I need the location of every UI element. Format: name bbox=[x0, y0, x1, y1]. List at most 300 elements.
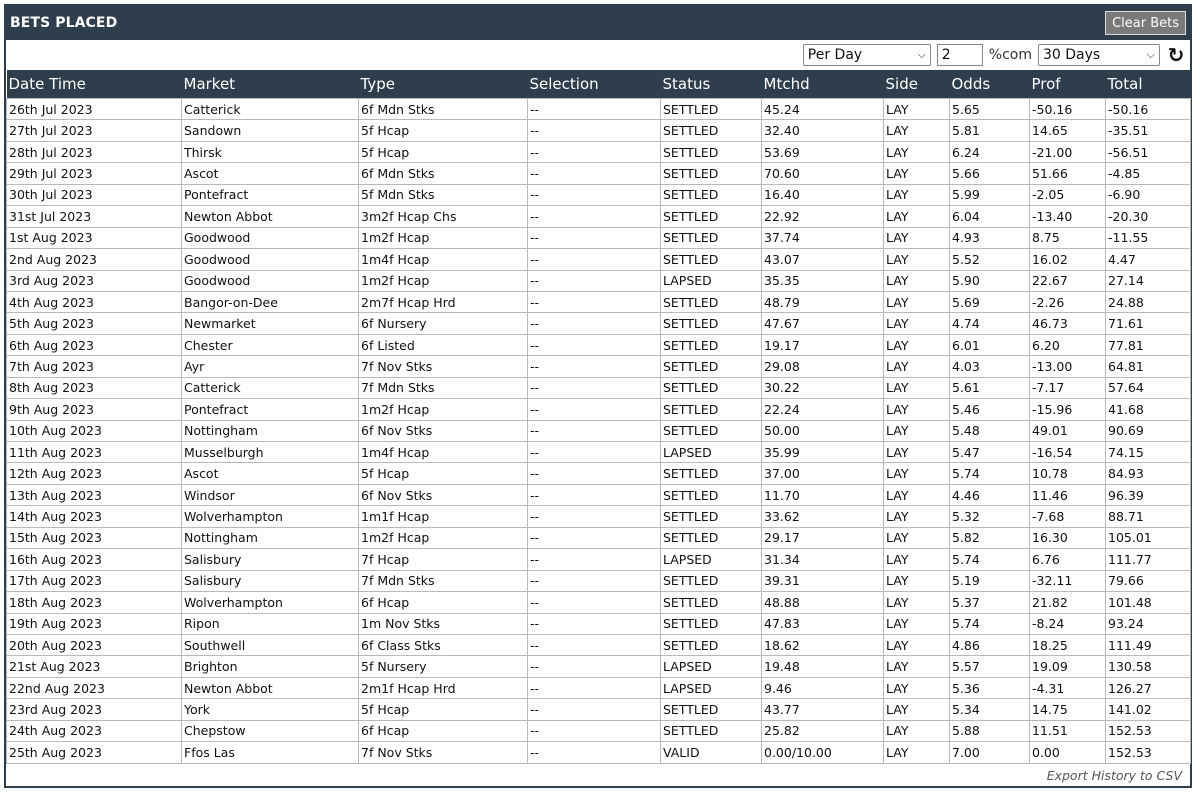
cell-mtchd: 48.79 bbox=[762, 291, 884, 312]
cell-prof: 11.51 bbox=[1030, 720, 1106, 741]
cell-total: 27.14 bbox=[1106, 270, 1191, 291]
cell-market: Catterick bbox=[182, 377, 359, 398]
cell-type: 3m2f Hcap Chs bbox=[359, 206, 528, 227]
cell-prof: -4.31 bbox=[1030, 677, 1106, 698]
cell-status: SETTLED bbox=[661, 484, 762, 505]
cell-date-time: 29th Jul 2023 bbox=[7, 163, 182, 184]
cell-status: SETTLED bbox=[661, 463, 762, 484]
cell-selection: -- bbox=[528, 377, 661, 398]
cell-status: SETTLED bbox=[661, 291, 762, 312]
cell-side: LAY bbox=[884, 227, 950, 248]
cell-prof: 6.76 bbox=[1030, 549, 1106, 570]
cell-status: SETTLED bbox=[661, 592, 762, 613]
commission-input[interactable] bbox=[937, 44, 983, 66]
range-select[interactable] bbox=[1038, 44, 1160, 66]
cell-date-time: 7th Aug 2023 bbox=[7, 356, 182, 377]
cell-odds: 5.37 bbox=[950, 592, 1030, 613]
cell-side: LAY bbox=[884, 442, 950, 463]
cell-date-time: 26th Jul 2023 bbox=[7, 99, 182, 120]
clear-bets-button[interactable]: Clear Bets bbox=[1105, 11, 1186, 35]
table-row bbox=[7, 549, 1191, 570]
cell-date-time: 6th Aug 2023 bbox=[7, 334, 182, 355]
cell-date-time: 14th Aug 2023 bbox=[7, 506, 182, 527]
cell-selection: -- bbox=[528, 592, 661, 613]
cell-date-time: 8th Aug 2023 bbox=[7, 377, 182, 398]
cell-mtchd: 19.17 bbox=[762, 334, 884, 355]
cell-type: 1m4f Hcap bbox=[359, 442, 528, 463]
cell-side: LAY bbox=[884, 742, 950, 763]
cell-type: 5f Mdn Stks bbox=[359, 184, 528, 205]
cell-mtchd: 43.07 bbox=[762, 249, 884, 270]
cell-selection: -- bbox=[528, 720, 661, 741]
cell-total: 24.88 bbox=[1106, 291, 1191, 312]
period-select[interactable] bbox=[803, 44, 931, 66]
cell-selection: -- bbox=[528, 442, 661, 463]
cell-total: 41.68 bbox=[1106, 399, 1191, 420]
cell-selection: -- bbox=[528, 677, 661, 698]
cell-prof: 0.00 bbox=[1030, 742, 1106, 763]
range-select-value: 30 Days bbox=[1043, 47, 1101, 63]
cell-odds: 5.57 bbox=[950, 656, 1030, 677]
cell-market: York bbox=[182, 699, 359, 720]
cell-date-time: 21st Aug 2023 bbox=[7, 656, 182, 677]
cell-total: 71.61 bbox=[1106, 313, 1191, 334]
cell-mtchd: 11.70 bbox=[762, 484, 884, 505]
cell-odds: 5.46 bbox=[950, 399, 1030, 420]
cell-prof: -8.24 bbox=[1030, 613, 1106, 634]
cell-type: 1m2f Hcap bbox=[359, 399, 528, 420]
cell-selection: -- bbox=[528, 463, 661, 484]
table-row bbox=[7, 699, 1191, 720]
table-row bbox=[7, 399, 1191, 420]
table-row bbox=[7, 463, 1191, 484]
cell-side: LAY bbox=[884, 141, 950, 162]
cell-odds: 5.90 bbox=[950, 270, 1030, 291]
cell-mtchd: 35.99 bbox=[762, 442, 884, 463]
cell-odds: 5.82 bbox=[950, 527, 1030, 548]
cell-status: SETTLED bbox=[661, 420, 762, 441]
cell-type: 7f Nov Stks bbox=[359, 742, 528, 763]
column-header-mtchd[interactable]: Mtchd bbox=[762, 70, 884, 99]
table-header-row bbox=[7, 70, 1191, 99]
cell-side: LAY bbox=[884, 506, 950, 527]
cell-odds: 5.74 bbox=[950, 549, 1030, 570]
cell-market: Pontefract bbox=[182, 399, 359, 420]
cell-market: Ayr bbox=[182, 356, 359, 377]
cell-type: 7f Mdn Stks bbox=[359, 377, 528, 398]
cell-total: 88.71 bbox=[1106, 506, 1191, 527]
cell-date-time: 10th Aug 2023 bbox=[7, 420, 182, 441]
cell-side: LAY bbox=[884, 484, 950, 505]
cell-type: 7f Nov Stks bbox=[359, 356, 528, 377]
cell-mtchd: 37.00 bbox=[762, 463, 884, 484]
cell-total: 93.24 bbox=[1106, 613, 1191, 634]
cell-status: SETTLED bbox=[661, 184, 762, 205]
cell-prof: -7.68 bbox=[1030, 506, 1106, 527]
cell-total: 90.69 bbox=[1106, 420, 1191, 441]
cell-prof: -16.54 bbox=[1030, 442, 1106, 463]
cell-selection: -- bbox=[528, 334, 661, 355]
cell-total: 96.39 bbox=[1106, 484, 1191, 505]
cell-type: 7f Mdn Stks bbox=[359, 570, 528, 591]
cell-market: Bangor-on-Dee bbox=[182, 291, 359, 312]
cell-status: SETTLED bbox=[661, 141, 762, 162]
table-row bbox=[7, 570, 1191, 591]
cell-odds: 5.19 bbox=[950, 570, 1030, 591]
table-row bbox=[7, 634, 1191, 655]
cell-total: 152.53 bbox=[1106, 742, 1191, 763]
cell-type: 5f Hcap bbox=[359, 141, 528, 162]
cell-total: -20.30 bbox=[1106, 206, 1191, 227]
cell-odds: 4.93 bbox=[950, 227, 1030, 248]
cell-odds: 4.86 bbox=[950, 634, 1030, 655]
cell-selection: -- bbox=[528, 227, 661, 248]
cell-status: SETTLED bbox=[661, 699, 762, 720]
table-row bbox=[7, 313, 1191, 334]
cell-status: SETTLED bbox=[661, 334, 762, 355]
table-row bbox=[7, 720, 1191, 741]
cell-side: LAY bbox=[884, 399, 950, 420]
cell-date-time: 24th Aug 2023 bbox=[7, 720, 182, 741]
cell-date-time: 30th Jul 2023 bbox=[7, 184, 182, 205]
cell-mtchd: 31.34 bbox=[762, 549, 884, 570]
table-row bbox=[7, 356, 1191, 377]
cell-mtchd: 35.35 bbox=[762, 270, 884, 291]
cell-side: LAY bbox=[884, 334, 950, 355]
cell-type: 6f Listed bbox=[359, 334, 528, 355]
cell-selection: -- bbox=[528, 141, 661, 162]
cell-mtchd: 18.62 bbox=[762, 634, 884, 655]
cell-prof: -2.26 bbox=[1030, 291, 1106, 312]
cell-prof: 49.01 bbox=[1030, 420, 1106, 441]
cell-total: -50.16 bbox=[1106, 99, 1191, 120]
cell-total: 105.01 bbox=[1106, 527, 1191, 548]
cell-selection: -- bbox=[528, 270, 661, 291]
cell-side: LAY bbox=[884, 270, 950, 291]
cell-market: Southwell bbox=[182, 634, 359, 655]
cell-odds: 4.03 bbox=[950, 356, 1030, 377]
cell-total: 79.66 bbox=[1106, 570, 1191, 591]
cell-market: Chester bbox=[182, 334, 359, 355]
cell-mtchd: 43.77 bbox=[762, 699, 884, 720]
cell-side: LAY bbox=[884, 592, 950, 613]
cell-market: Newmarket bbox=[182, 313, 359, 334]
cell-market: Sandown bbox=[182, 120, 359, 141]
cell-prof: 51.66 bbox=[1030, 163, 1106, 184]
table-row bbox=[7, 227, 1191, 248]
cell-total: -6.90 bbox=[1106, 184, 1191, 205]
cell-odds: 7.00 bbox=[950, 742, 1030, 763]
cell-selection: -- bbox=[528, 99, 661, 120]
cell-status: SETTLED bbox=[661, 399, 762, 420]
cell-market: Catterick bbox=[182, 99, 359, 120]
cell-prof: 11.46 bbox=[1030, 484, 1106, 505]
cell-date-time: 19th Aug 2023 bbox=[7, 613, 182, 634]
cell-status: LAPSED bbox=[661, 442, 762, 463]
cell-side: LAY bbox=[884, 549, 950, 570]
refresh-icon[interactable]: ↻ bbox=[1167, 43, 1185, 67]
cell-side: LAY bbox=[884, 99, 950, 120]
column-header-market[interactable]: Market bbox=[182, 70, 359, 99]
cell-odds: 6.04 bbox=[950, 206, 1030, 227]
cell-odds: 5.88 bbox=[950, 720, 1030, 741]
cell-status: SETTLED bbox=[661, 720, 762, 741]
table-row bbox=[7, 99, 1191, 120]
cell-prof: 8.75 bbox=[1030, 227, 1106, 248]
cell-selection: -- bbox=[528, 527, 661, 548]
cell-total: 74.15 bbox=[1106, 442, 1191, 463]
cell-status: LAPSED bbox=[661, 656, 762, 677]
cell-odds: 5.66 bbox=[950, 163, 1030, 184]
cell-type: 5f Hcap bbox=[359, 463, 528, 484]
cell-mtchd: 47.83 bbox=[762, 613, 884, 634]
cell-market: Salisbury bbox=[182, 570, 359, 591]
table-row bbox=[7, 249, 1191, 270]
cell-status: SETTLED bbox=[661, 570, 762, 591]
cell-prof: 18.25 bbox=[1030, 634, 1106, 655]
column-header-prof[interactable]: Prof bbox=[1030, 70, 1106, 99]
cell-side: LAY bbox=[884, 570, 950, 591]
table-row bbox=[7, 420, 1191, 441]
cell-odds: 5.47 bbox=[950, 442, 1030, 463]
cell-type: 6f Hcap bbox=[359, 720, 528, 741]
cell-odds: 5.61 bbox=[950, 377, 1030, 398]
cell-odds: 5.65 bbox=[950, 99, 1030, 120]
cell-odds: 4.74 bbox=[950, 313, 1030, 334]
cell-mtchd: 48.88 bbox=[762, 592, 884, 613]
cell-mtchd: 45.24 bbox=[762, 99, 884, 120]
table-row bbox=[7, 141, 1191, 162]
export-csv-link[interactable]: Export History to CSV bbox=[1046, 767, 1182, 783]
cell-total: 4.47 bbox=[1106, 249, 1191, 270]
cell-prof: 10.78 bbox=[1030, 463, 1106, 484]
bets-table bbox=[6, 70, 1191, 764]
cell-side: LAY bbox=[884, 677, 950, 698]
cell-odds: 5.74 bbox=[950, 463, 1030, 484]
cell-type: 2m1f Hcap Hrd bbox=[359, 677, 528, 698]
cell-status: SETTLED bbox=[661, 527, 762, 548]
column-header-odds[interactable]: Odds bbox=[950, 70, 1030, 99]
cell-type: 6f Mdn Stks bbox=[359, 99, 528, 120]
cell-prof: 16.02 bbox=[1030, 249, 1106, 270]
cell-date-time: 1st Aug 2023 bbox=[7, 227, 182, 248]
cell-status: LAPSED bbox=[661, 677, 762, 698]
cell-market: Nottingham bbox=[182, 420, 359, 441]
cell-odds: 5.69 bbox=[950, 291, 1030, 312]
cell-mtchd: 32.40 bbox=[762, 120, 884, 141]
cell-date-time: 16th Aug 2023 bbox=[7, 549, 182, 570]
cell-total: 111.49 bbox=[1106, 634, 1191, 655]
cell-market: Chepstow bbox=[182, 720, 359, 741]
cell-side: LAY bbox=[884, 291, 950, 312]
cell-date-time: 23rd Aug 2023 bbox=[7, 699, 182, 720]
cell-status: SETTLED bbox=[661, 227, 762, 248]
cell-status: SETTLED bbox=[661, 163, 762, 184]
cell-mtchd: 29.17 bbox=[762, 527, 884, 548]
cell-side: LAY bbox=[884, 699, 950, 720]
cell-selection: -- bbox=[528, 570, 661, 591]
cell-date-time: 4th Aug 2023 bbox=[7, 291, 182, 312]
cell-side: LAY bbox=[884, 377, 950, 398]
cell-selection: -- bbox=[528, 206, 661, 227]
cell-side: LAY bbox=[884, 120, 950, 141]
cell-odds: 5.74 bbox=[950, 613, 1030, 634]
cell-prof: 22.67 bbox=[1030, 270, 1106, 291]
cell-status: SETTLED bbox=[661, 313, 762, 334]
cell-side: LAY bbox=[884, 463, 950, 484]
cell-mtchd: 47.67 bbox=[762, 313, 884, 334]
cell-total: 64.81 bbox=[1106, 356, 1191, 377]
cell-date-time: 12th Aug 2023 bbox=[7, 463, 182, 484]
cell-odds: 4.46 bbox=[950, 484, 1030, 505]
cell-date-time: 18th Aug 2023 bbox=[7, 592, 182, 613]
cell-total: 141.02 bbox=[1106, 699, 1191, 720]
column-header-status[interactable]: Status bbox=[661, 70, 762, 99]
cell-selection: -- bbox=[528, 634, 661, 655]
cell-side: LAY bbox=[884, 184, 950, 205]
table-row bbox=[7, 291, 1191, 312]
cell-total: 130.58 bbox=[1106, 656, 1191, 677]
cell-side: LAY bbox=[884, 527, 950, 548]
panel-title: BETS PLACED bbox=[10, 15, 118, 31]
table-row bbox=[7, 527, 1191, 548]
cell-selection: -- bbox=[528, 613, 661, 634]
cell-type: 6f Nursery bbox=[359, 313, 528, 334]
cell-prof: 16.30 bbox=[1030, 527, 1106, 548]
column-header-type[interactable]: Type bbox=[359, 70, 528, 99]
cell-side: LAY bbox=[884, 420, 950, 441]
cell-odds: 5.48 bbox=[950, 420, 1030, 441]
cell-prof: -13.00 bbox=[1030, 356, 1106, 377]
table-row bbox=[7, 163, 1191, 184]
cell-type: 1m4f Hcap bbox=[359, 249, 528, 270]
cell-odds: 5.36 bbox=[950, 677, 1030, 698]
cell-status: VALID bbox=[661, 742, 762, 763]
panel-header bbox=[6, 6, 1190, 40]
cell-status: SETTLED bbox=[661, 356, 762, 377]
cell-status: SETTLED bbox=[661, 249, 762, 270]
cell-type: 1m2f Hcap bbox=[359, 270, 528, 291]
cell-side: LAY bbox=[884, 313, 950, 334]
cell-selection: -- bbox=[528, 399, 661, 420]
cell-market: Pontefract bbox=[182, 184, 359, 205]
cell-status: LAPSED bbox=[661, 549, 762, 570]
cell-status: SETTLED bbox=[661, 377, 762, 398]
table-body bbox=[7, 99, 1191, 764]
table-row bbox=[7, 613, 1191, 634]
cell-selection: -- bbox=[528, 742, 661, 763]
column-header-side[interactable]: Side bbox=[884, 70, 950, 99]
cell-odds: 5.99 bbox=[950, 184, 1030, 205]
cell-type: 6f Class Stks bbox=[359, 634, 528, 655]
cell-type: 5f Hcap bbox=[359, 699, 528, 720]
cell-mtchd: 37.74 bbox=[762, 227, 884, 248]
cell-total: 101.48 bbox=[1106, 592, 1191, 613]
cell-type: 5f Nursery bbox=[359, 656, 528, 677]
cell-total: 111.77 bbox=[1106, 549, 1191, 570]
cell-market: Nottingham bbox=[182, 527, 359, 548]
cell-side: LAY bbox=[884, 634, 950, 655]
cell-date-time: 15th Aug 2023 bbox=[7, 527, 182, 548]
cell-date-time: 31st Jul 2023 bbox=[7, 206, 182, 227]
cell-odds: 5.52 bbox=[950, 249, 1030, 270]
cell-market: Ffos Las bbox=[182, 742, 359, 763]
cell-market: Goodwood bbox=[182, 227, 359, 248]
controls-bar bbox=[6, 40, 1190, 70]
cell-selection: -- bbox=[528, 656, 661, 677]
table-row bbox=[7, 206, 1191, 227]
cell-type: 2m7f Hcap Hrd bbox=[359, 291, 528, 312]
cell-mtchd: 53.69 bbox=[762, 141, 884, 162]
cell-market: Ascot bbox=[182, 463, 359, 484]
cell-side: LAY bbox=[884, 613, 950, 634]
cell-selection: -- bbox=[528, 549, 661, 570]
column-header-date-time[interactable]: Date Time bbox=[7, 70, 182, 99]
cell-selection: -- bbox=[528, 291, 661, 312]
cell-prof: 6.20 bbox=[1030, 334, 1106, 355]
cell-date-time: 2nd Aug 2023 bbox=[7, 249, 182, 270]
cell-prof: 19.09 bbox=[1030, 656, 1106, 677]
cell-date-time: 20th Aug 2023 bbox=[7, 634, 182, 655]
cell-market: Goodwood bbox=[182, 270, 359, 291]
cell-side: LAY bbox=[884, 206, 950, 227]
cell-selection: -- bbox=[528, 484, 661, 505]
cell-type: 6f Mdn Stks bbox=[359, 163, 528, 184]
column-header-selection[interactable]: Selection bbox=[528, 70, 661, 99]
cell-date-time: 3rd Aug 2023 bbox=[7, 270, 182, 291]
cell-type: 1m1f Hcap bbox=[359, 506, 528, 527]
cell-side: LAY bbox=[884, 356, 950, 377]
cell-side: LAY bbox=[884, 249, 950, 270]
cell-total: -11.55 bbox=[1106, 227, 1191, 248]
cell-prof: -2.05 bbox=[1030, 184, 1106, 205]
table-row bbox=[7, 656, 1191, 677]
cell-side: LAY bbox=[884, 720, 950, 741]
table-row bbox=[7, 506, 1191, 527]
cell-odds: 6.24 bbox=[950, 141, 1030, 162]
cell-mtchd: 33.62 bbox=[762, 506, 884, 527]
cell-date-time: 11th Aug 2023 bbox=[7, 442, 182, 463]
cell-total: 77.81 bbox=[1106, 334, 1191, 355]
table-row bbox=[7, 442, 1191, 463]
table-row bbox=[7, 184, 1191, 205]
cell-date-time: 22nd Aug 2023 bbox=[7, 677, 182, 698]
cell-market: Salisbury bbox=[182, 549, 359, 570]
cell-market: Goodwood bbox=[182, 249, 359, 270]
cell-type: 6f Hcap bbox=[359, 592, 528, 613]
cell-status: SETTLED bbox=[661, 506, 762, 527]
column-header-total[interactable]: Total bbox=[1106, 70, 1191, 99]
cell-mtchd: 22.92 bbox=[762, 206, 884, 227]
cell-market: Newton Abbot bbox=[182, 206, 359, 227]
cell-selection: -- bbox=[528, 699, 661, 720]
cell-market: Ripon bbox=[182, 613, 359, 634]
cell-prof: 14.65 bbox=[1030, 120, 1106, 141]
commission-label: %com bbox=[988, 47, 1032, 63]
cell-status: SETTLED bbox=[661, 634, 762, 655]
cell-mtchd: 29.08 bbox=[762, 356, 884, 377]
cell-type: 5f Hcap bbox=[359, 120, 528, 141]
cell-mtchd: 30.22 bbox=[762, 377, 884, 398]
cell-mtchd: 25.82 bbox=[762, 720, 884, 741]
cell-prof: -7.17 bbox=[1030, 377, 1106, 398]
cell-market: Brighton bbox=[182, 656, 359, 677]
cell-market: Thirsk bbox=[182, 141, 359, 162]
bets-placed-panel bbox=[4, 4, 1192, 788]
cell-total: -4.85 bbox=[1106, 163, 1191, 184]
cell-date-time: 17th Aug 2023 bbox=[7, 570, 182, 591]
cell-mtchd: 50.00 bbox=[762, 420, 884, 441]
